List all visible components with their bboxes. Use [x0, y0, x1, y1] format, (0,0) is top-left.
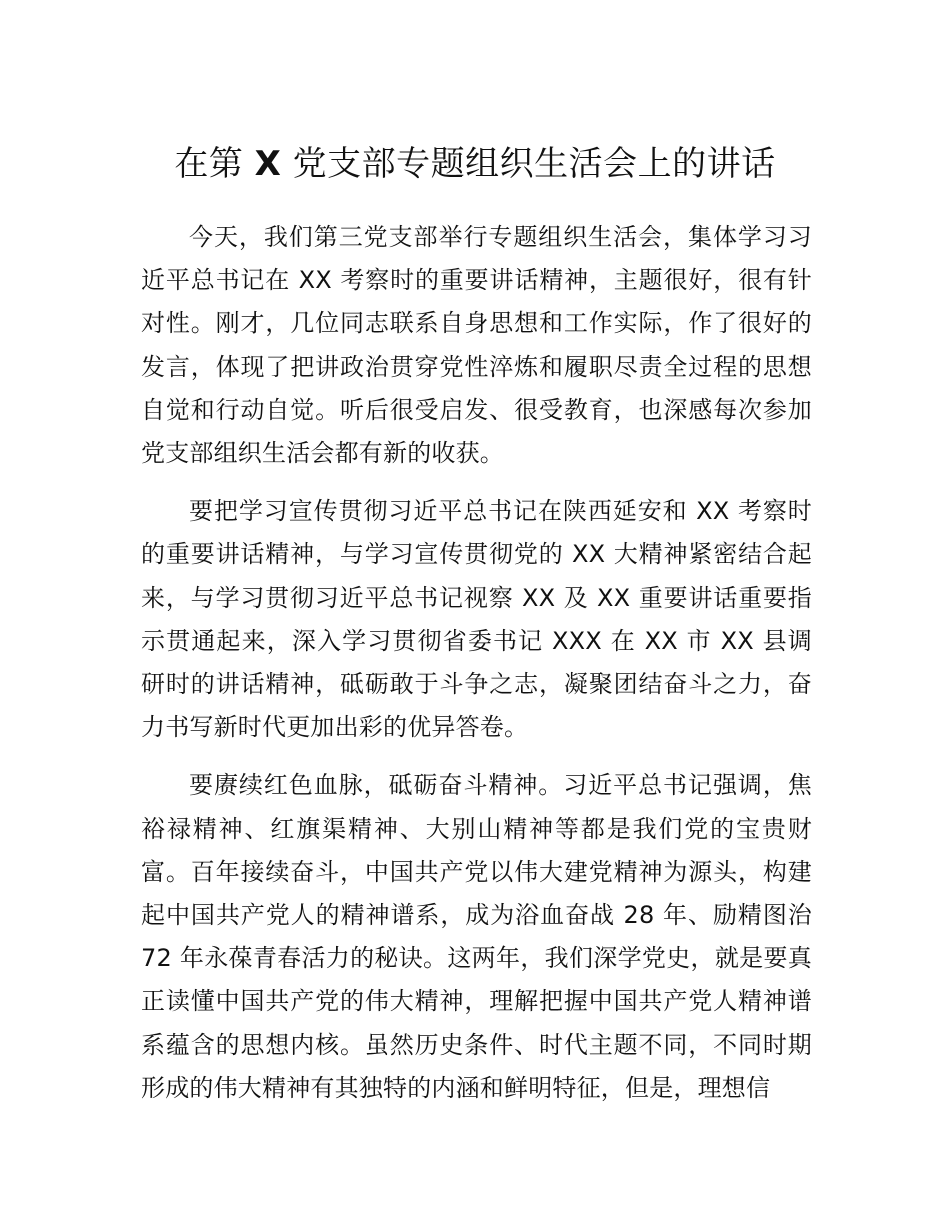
document-body [141, 216, 812, 1110]
paragraph-3: 要赓续红色血脉，砥砺奋斗精神。习近平总书记强调，焦裕禄精神、红旗渠精神、大别山精神等都是我们党的宝贵财富。百年接续奋斗，中国共产党以伟大建党精神为源头，构建起中国共产党人的精神谱系，成为浴血奋战 28 年、励精图治 72 年永葆青春活力的秘诀。这两年，我们深学党史，就是要真正读懂中国共产党的伟大精神，理解把握中国共产党人精神谱系蕴含的思想内核。虽然历史条件、时代主题不同，不同时期形成的伟大精神有其独特的内涵和鲜明特征，但是，理想信 [141, 771, 812, 1102]
document-title [0, 138, 950, 190]
paragraph-2: 要把学习宣传贯彻习近平总书记在陕西延安和 XX 考察时的重要讲话精神，与学习宣传贯彻党的 XX 大精神紧密结合起来，与学习贯彻习近平总书记视察 XX 及 XX 重要讲话重要指示贯通起来，深入学习贯彻省委书记 XXX 在 XX 市 XX 县调研时的讲话精神，砥砺敢于斗争之志，凝聚团结奋斗之力，奋力书写新时代更加出彩的优异答卷。 [141, 497, 812, 742]
paragraph-1: 今天，我们第三党支部举行专题组织生活会，集体学习习近平总书记在 XX 考察时的重要讲话精神，主题很好，很有针对性。刚才，几位同志联系自身思想和工作实际，作了很好的发言，体现了把讲政治贯穿党性淬炼和履职尽责全过程的思想自觉和行动自觉。听后很受启发、很受教育，也深感每次参加党支部组织生活会都有新的收获。 [141, 223, 812, 468]
title-suffix: 党支部专题组织生活会上的讲话 [281, 144, 776, 184]
title-branch-placeholder: X [254, 144, 282, 184]
title-prefix: 在第 [174, 144, 255, 184]
